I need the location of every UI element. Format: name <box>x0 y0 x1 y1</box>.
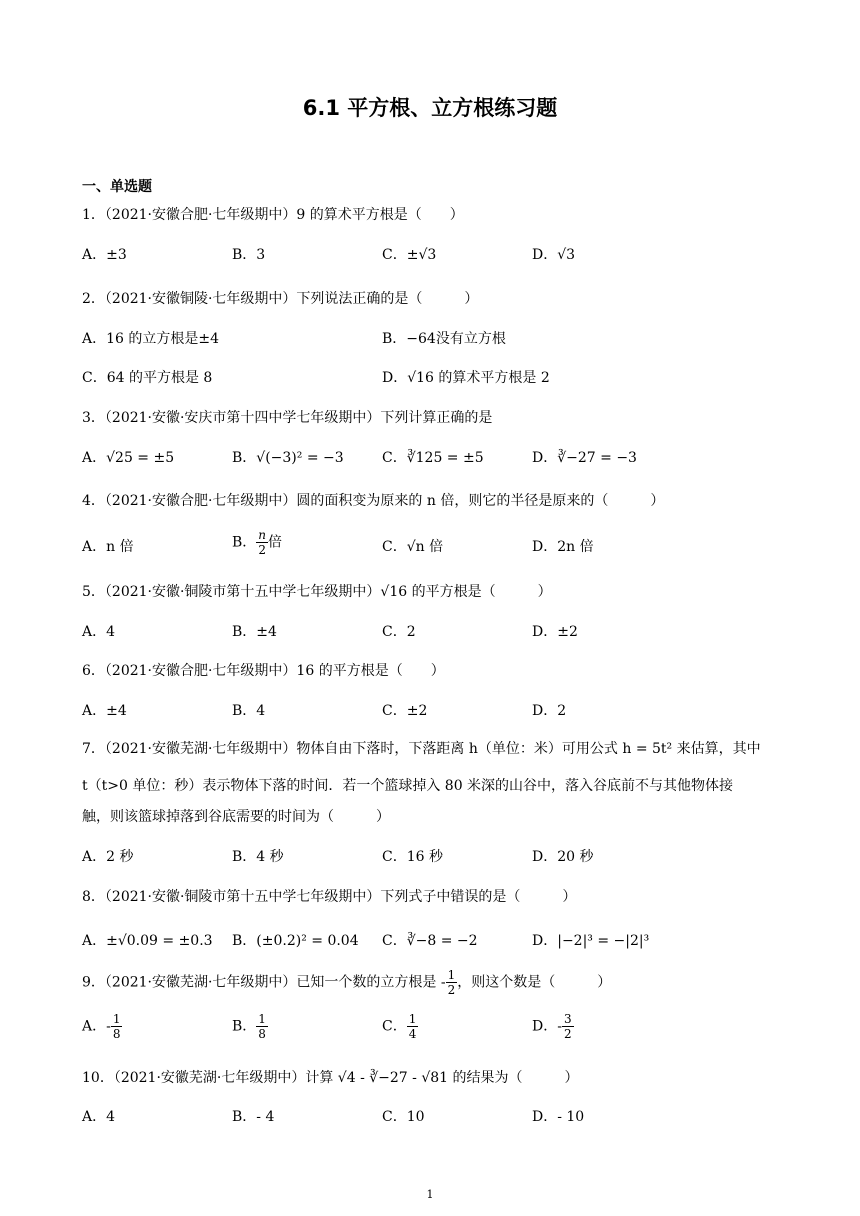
q4-option-b-label: B． <box>232 534 257 551</box>
q3-option-c: C．∛125 = ±5 <box>382 450 484 466</box>
q4-option-d: D．2n 倍 <box>532 539 594 555</box>
q5-option-a: A．4 <box>82 624 116 640</box>
q10-option-d: D．- 10 <box>532 1109 585 1125</box>
q10-option-c: C．10 <box>382 1109 425 1125</box>
question-7-line-3: 触，则该篮球掉落到谷底需要的时间为（ ） <box>82 809 390 825</box>
q9-option-b: B． $\frac{1}{8}$ <box>232 1012 266 1041</box>
q9-option-c: C． $\frac{1}{4}$ <box>382 1012 417 1041</box>
q6-option-d: D．2 <box>532 703 567 719</box>
question-10-stem: 10．（2021·安徽芜湖·七年级期中）计算 √4 - ∛−27 - √81 的结果为（ ） <box>82 1070 579 1086</box>
question-7-line-1: 7．（2021·安徽芜湖·七年级期中）物体自由下落时，下落距离 h（单位：米）可用公式 h = 5t² 来估算，其中 <box>82 741 761 757</box>
q2-option-c: C．64 的平方根是 8 <box>82 370 213 386</box>
q5-option-c: C．2 <box>382 624 416 640</box>
q3-option-d: D．∛−27 = −3 <box>532 450 637 466</box>
q3-option-b: B．√(−3)² = −3 <box>232 450 344 466</box>
question-4-stem: 4．（2021·安徽合肥·七年级期中）圆的面积变为原来的 n 倍，则它的半径是原来的（ ） <box>82 493 665 509</box>
q8-option-b: B．(±0.2)² = 0.04 <box>232 933 359 949</box>
q10-option-b: B．- 4 <box>232 1109 275 1125</box>
q7-option-d: D．20 秒 <box>532 849 594 865</box>
q4-option-b: B． $\frac{n}{2}$ 倍 <box>232 528 283 557</box>
question-5-stem: 5．（2021·安徽·铜陵市第十五中学七年级期中）√16 的平方根是（ ） <box>82 584 552 600</box>
q9-option-a: A．- $\frac{1}{8}$ <box>82 1012 121 1041</box>
q5-option-b: B．±4 <box>232 624 277 640</box>
question-8-stem: 8．（2021·安徽·铜陵市第十五中学七年级期中）下列式子中错误的是（ ） <box>82 889 577 905</box>
q9-option-d: D．- $\frac{3}{2}$ <box>532 1012 572 1041</box>
q4-option-b-fraction: $\frac{n}{2}$ <box>258 528 267 557</box>
q8-option-a: A．±√0.09 = ±0.3 <box>82 933 213 949</box>
q1-option-a: A．±3 <box>82 247 127 263</box>
q2-option-b: B．−64没有立方根 <box>382 331 506 347</box>
question-1-stem: 1．（2021·安徽合肥·七年级期中）9 的算术平方根是（ ） <box>82 207 464 223</box>
q5-option-d: D．±2 <box>532 624 578 640</box>
q9-stem-fraction: $\frac{1}{2}$ <box>447 968 456 997</box>
question-7-line-2: t（t>0 单位：秒）表示物体下落的时间．若一个篮球掉入 80 米深的山谷中，落入谷底前不与其他物体接 <box>82 778 734 794</box>
q7-option-b: B．4 秒 <box>232 849 284 865</box>
page-title: 6.1 平方根、立方根练习题 <box>302 96 558 120</box>
page-number: 1 <box>426 1188 434 1201</box>
q1-option-d: D．√3 <box>532 247 576 263</box>
q6-option-b: B．4 <box>232 703 266 719</box>
q1-option-b: B．3 <box>232 247 266 263</box>
q8-option-d: D．|−2|³ = −|2|³ <box>532 933 650 949</box>
q2-option-a: A．16 的立方根是±4 <box>82 331 220 347</box>
question-2-stem: 2．（2021·安徽铜陵·七年级期中）下列说法正确的是（ ） <box>82 291 479 307</box>
question-3-stem: 3．（2021·安徽·安庆市第十四中学七年级期中）下列计算正确的是 <box>82 410 493 426</box>
q6-option-c: C．±2 <box>382 703 428 719</box>
q7-option-c: C．16 秒 <box>382 849 443 865</box>
q2-option-d: D．√16 的算术平方根是 2 <box>382 370 550 386</box>
q8-option-c: C．∛−8 = −2 <box>382 933 478 949</box>
q10-option-a: A．4 <box>82 1109 116 1125</box>
q4-option-a: A．n 倍 <box>82 539 134 555</box>
q7-option-a: A．2 秒 <box>82 849 134 865</box>
q1-option-c: C．±√3 <box>382 247 437 263</box>
section-heading: 一、单选题 <box>82 179 152 195</box>
question-9-stem: 9．（2021·安徽芜湖·七年级期中）已知一个数的立方根是 - $\frac{1}{2}$ ，则这个数是（ ） <box>82 968 612 997</box>
q6-option-a: A．±4 <box>82 703 127 719</box>
question-6-stem: 6．（2021·安徽合肥·七年级期中）16 的平方根是（ ） <box>82 663 445 679</box>
q4-option-c: C．√n 倍 <box>382 539 444 555</box>
q3-option-a: A．√25 = ±5 <box>82 450 175 466</box>
